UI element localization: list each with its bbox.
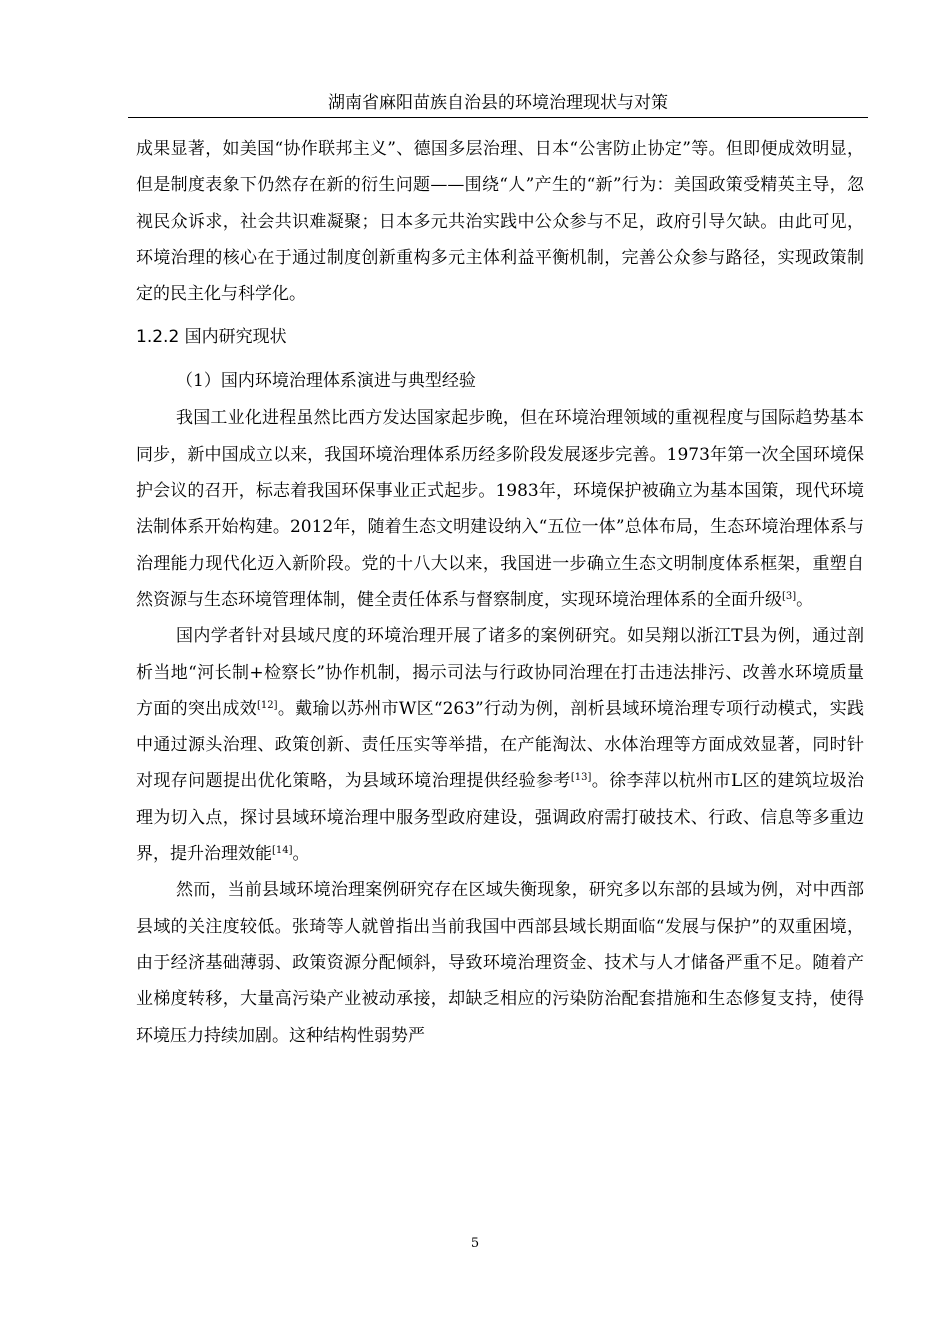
citation-ref: [3] — [782, 590, 797, 602]
paragraph-text: 。徐李萍以杭州市L区的建筑垃圾治理为切入点，探讨县域环境治理中服务型政府建设，强调政府需打破技术、行政、信息等多重边界，提升治理效能 — [136, 771, 865, 865]
paragraph-regional-imbalance: 然而，当前县域环境治理案例研究存在区域失衡现象，研究多以东部的县域为例，对中西部县域的关注度较低。张琦等人就曾指出当前我国中西部县域长期面临“发展与保护”的双重困境，由于经济基础薄弱、政策资源分配倾斜，导致环境治理资金、技术与人才储备严重不足。随着产业梯度转移，大量高污染产业被动承接，却缺乏相应的污染防治配套措施和生态修复支持，使得环境压力持续加剧。这种结构性弱势严 — [136, 880, 864, 1046]
paragraph-text: 。戴瑜以苏州市W区“263”行动为例，剖析县域环境治理专项行动模式，实践中通过源头治理、政策创新、责任压实等举措，在产能淘汰、水体治理等方面成效显著，同时针对现存问题提出优化策略，为县域环境治理提供经验参考 — [136, 698, 865, 792]
paragraph-text: 国内学者针对县域尺度的环境治理开展了诸多的案例研究。如吴翔以浙江T县为例，通过剖析当地“河长制+检察长”协作机制，揭示司法与行政协同治理在打击违法排污、改善水环境质量方面的突出成效 — [136, 626, 864, 719]
running-header: 湖南省麻阳苗族自治县的环境治理现状与对策 — [328, 93, 668, 113]
paragraph-history — [136, 400, 864, 618]
page-number: 5 — [470, 1236, 480, 1251]
subsection-heading: （1）国内环境治理体系演进与典型经验 — [176, 371, 476, 392]
paragraph-text: 。 — [796, 589, 814, 610]
header-rule — [128, 117, 868, 118]
paragraph-case-studies — [136, 618, 864, 872]
paragraph-text: 我国工业化进程虽然比西方发达国家起步晚，但在环境治理领域的重视程度与国际趋势基本同步，新中国成立以来，我国环境治理体系历经多阶段发展逐步完善。1973年第一次全国环境保护会议的召开，标志着我国环保事业正式起步。1983年，环境保护被确立为基本国策，现代环境法制体系开始构建。2012年，随着生态文明建设纳入“五位一体”总体布局，生态环境治理体系与治理能力现代化迈入新阶段。党的十八大以来，我国进一步确立生态文明制度体系框架，重塑自然资源与生态环境管理体制，健全责任体系与督察制度，实现环境治理体系的全面升级 — [136, 408, 864, 610]
citation-ref: [13] — [570, 772, 592, 784]
intro-paragraph: 成果显著，如美国“协作联邦主义”、德国多层治理、日本“公害防止协定”等。但即便成效明显，但是制度表象下仍然存在新的衍生问题——围绕“人”产生的“新”行为：美国政策受精英主导，忽视民众诉求，社会共识难凝聚；日本多元共治实践中公众参与不足，政府引导欠缺。由此可见，环境治理的核心在于通过制度创新重构多元主体利益平衡机制，完善公众参与路径，实现政策制定的民主化与科学化。 — [136, 139, 864, 305]
body-text — [136, 131, 864, 1054]
citation-ref: [14] — [272, 845, 293, 857]
citation-ref: [12] — [257, 699, 278, 711]
section-heading: 1.2.2 国内研究现状 — [136, 327, 287, 348]
paragraph-text: 。 — [292, 844, 310, 865]
